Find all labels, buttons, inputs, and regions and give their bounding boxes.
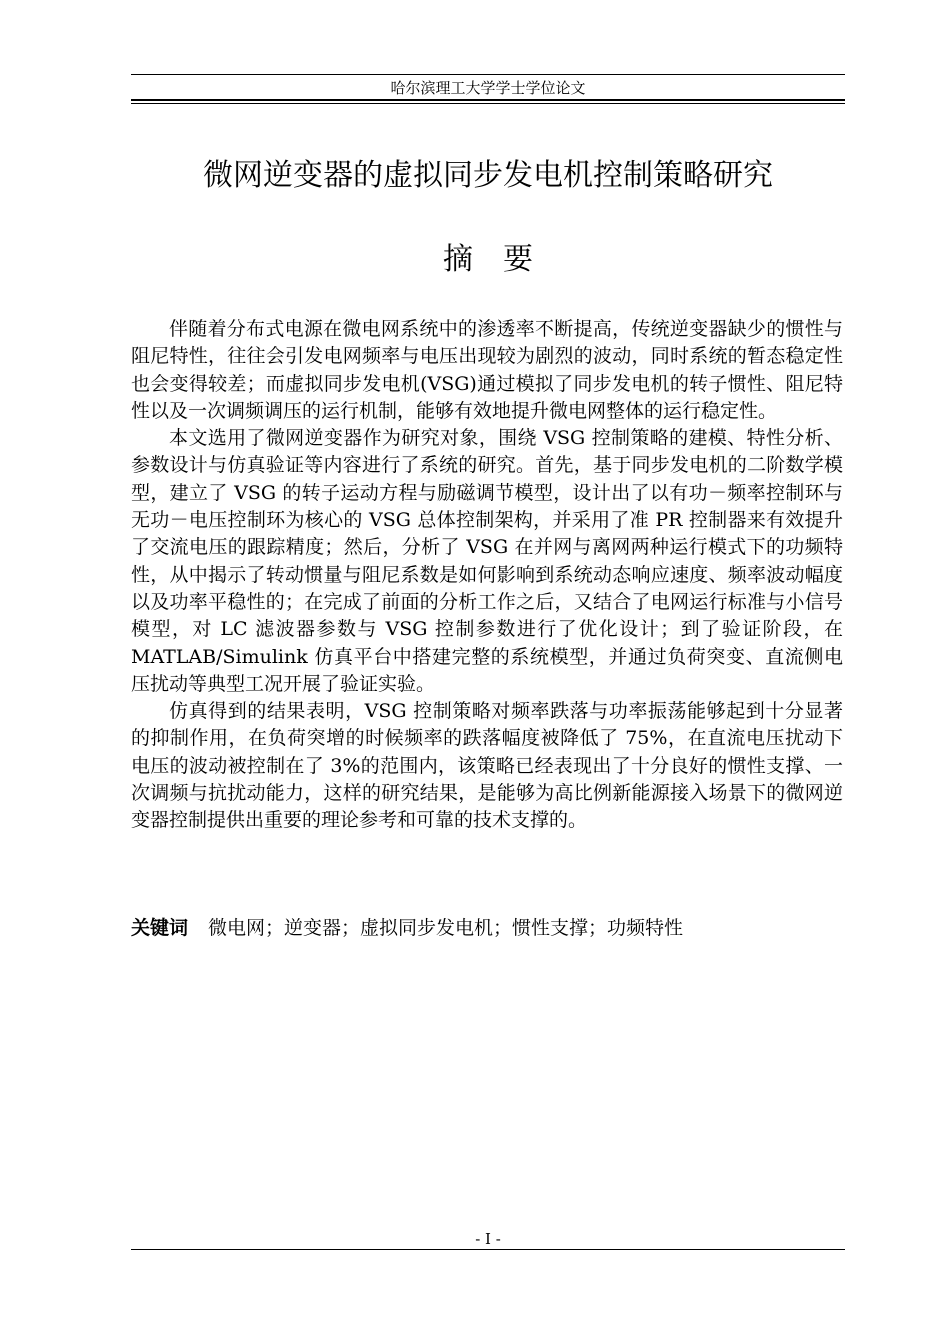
page-number: - I - xyxy=(475,1230,501,1248)
header-rule-thin xyxy=(131,103,845,104)
abstract-paragraph-1: 伴随着分布式电源在微电网系统中的渗透率不断提高，传统逆变器缺少的惯性与阻尼特性，往往会引发电网频率与电压出现较为剧烈的波动，同时系统的暂态稳定性也会变得较差；而虚拟同步发电机(VSG)通过模拟了同步发电机的转子惯性、阻尼特性以及一次调频调压的运行机制，能够有效地提升微电网整体的运行稳定性。 xyxy=(131,318,843,422)
keywords-line xyxy=(131,914,843,942)
abstract-paragraph-3: 仿真得到的结果表明，VSG 控制策略对频率跌落与功率振荡能够起到十分显著的抑制作用，在负荷突增的时候频率的跌落幅度被降低了 75%，在直流电压扰动下电压的波动被控制在了 3%的范围内，该策略已经表现出了十分良好的惯性支撑、一次调频与抗扰动能力，这样的研究结果，是能够为高比例新能源接入场景下的微网逆变器控制提供出重要的理论参考和可靠的技术支撑的。 xyxy=(131,700,843,832)
abstract-body xyxy=(131,316,843,835)
footer-rule xyxy=(131,1249,845,1250)
thesis-title: 微网逆变器的虚拟同步发电机控制策略研究 xyxy=(203,158,773,193)
keywords-terms: 微电网；逆变器；虚拟同步发电机；惯性支撑；功频特性 xyxy=(208,917,684,939)
keywords-label: 关键词 xyxy=(131,917,189,939)
header-rule-top xyxy=(131,74,845,75)
abstract-paragraph-2: 本文选用了微网逆变器作为研究对象，围绕 VSG 控制策略的建模、特性分析、参数设计与仿真验证等内容进行了系统的研究。首先，基于同步发电机的二阶数学模型，建立了 VSG 的转子运动方程与励磁调节模型，设计出了以有功－频率控制环与无功－电压控制环为核心的 VSG 总体控制架构，并采用了准 PR 控制器来有效提升了交流电压的跟踪精度；然后，分析了 VSG 在并网与离网两种运行模式下的功频特性，从中揭示了转动惯量与阻尼系数是如何影响到系统动态响应速度、频率波动幅度以及功率平稳性的；在完成了前面的分析工作之后，又结合了电网运行标准与小信号模型，对 LC 滤波器参数与 VSG 控制参数进行了优化设计；到了验证阶段，在 MATLAB/Simulink 仿真平台中搭建完整的系统模型，并通过负荷突变、直流侧电压扰动等典型工况开展了验证实验。 xyxy=(131,427,843,695)
running-header: 哈尔滨理工大学学士学位论文 xyxy=(390,79,586,97)
abstract-heading: 摘要 xyxy=(443,242,563,277)
header-rule-thick xyxy=(131,99,845,101)
